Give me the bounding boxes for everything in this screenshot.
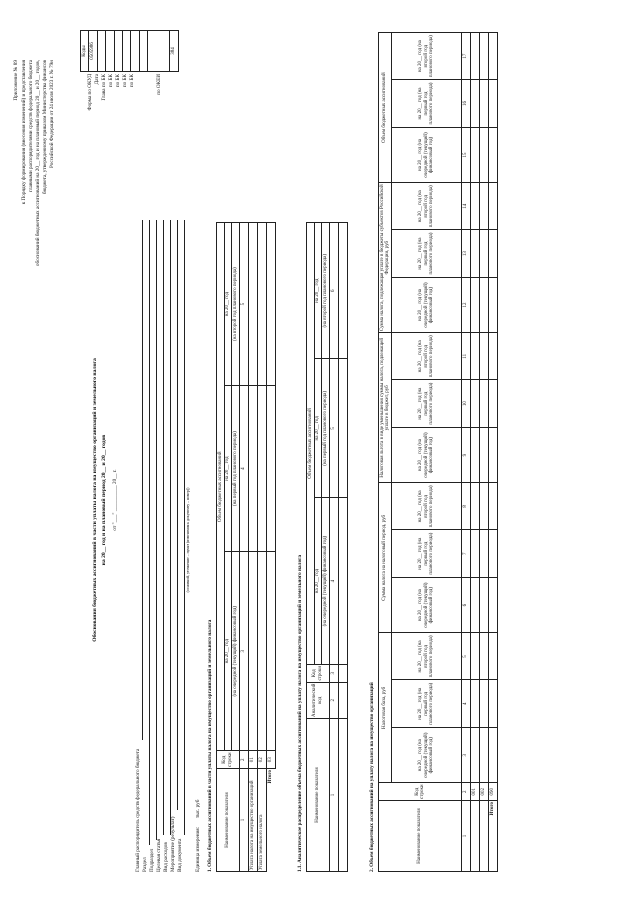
field-label-subsection: Подраздел bbox=[149, 848, 155, 872]
spacer-code-cell bbox=[148, 31, 170, 72]
s1-col-code: Код строки bbox=[217, 751, 240, 769]
field-line-section bbox=[149, 220, 150, 845]
s11-cell[interactable] bbox=[338, 664, 347, 682]
section-2-table bbox=[378, 32, 498, 872]
s2-cell[interactable] bbox=[471, 727, 480, 782]
s2-cell[interactable] bbox=[471, 80, 480, 127]
s2-num: 14 bbox=[462, 183, 471, 230]
s2-cell[interactable] bbox=[480, 127, 489, 182]
s1-num: 3 bbox=[239, 552, 248, 751]
s2-cell[interactable] bbox=[480, 530, 489, 577]
field-label-measure: Мероприятие (результат) bbox=[170, 816, 176, 872]
s2-num: 13 bbox=[462, 230, 471, 277]
field-label-section: Раздел bbox=[142, 857, 148, 872]
okei-label: по ОКЕИ bbox=[156, 74, 162, 95]
unit-value: тыс. руб bbox=[195, 799, 201, 818]
s1-total-code: 03 bbox=[266, 751, 275, 769]
appendix-line-2: к Порядку формирования (внесения изменений) и представления bbox=[21, 60, 27, 205]
s1-col-y1-sub: (на очередной (текущий) финансовый год) bbox=[232, 552, 240, 751]
s2-total-cell[interactable] bbox=[489, 577, 498, 632]
date-code-cell bbox=[97, 31, 105, 72]
s11-col-y3-sub: (на второй год планового периода) bbox=[322, 223, 330, 359]
field-label-manager: Главный распорядитель средств федерального бюджета bbox=[135, 748, 141, 872]
okei-code-cell: 384 bbox=[170, 31, 178, 72]
codes-table bbox=[80, 30, 179, 72]
s2-num: 15 bbox=[462, 127, 471, 182]
s1-cell[interactable] bbox=[257, 386, 266, 552]
s1-total-cell[interactable] bbox=[266, 223, 275, 386]
subsection-code-cell bbox=[122, 31, 130, 72]
s2-num: 11 bbox=[462, 333, 471, 380]
s1-cell[interactable] bbox=[248, 223, 257, 386]
s2-cell[interactable] bbox=[480, 427, 489, 482]
section-1-1-table bbox=[306, 222, 348, 872]
subsection-bk-label: по БК bbox=[114, 74, 121, 88]
chapter-label: Глава по БК bbox=[100, 74, 107, 101]
s2-cell[interactable] bbox=[471, 380, 480, 427]
s1-col-name: Наименование показателя bbox=[217, 769, 240, 872]
s2-cell[interactable] bbox=[471, 577, 480, 632]
s2-cell[interactable] bbox=[471, 633, 480, 680]
s2-cell[interactable] bbox=[480, 483, 489, 530]
s2-total-cell[interactable] bbox=[489, 33, 498, 80]
s1-num: 4 bbox=[239, 386, 248, 552]
s11-col-y1: на 20__ год bbox=[314, 498, 322, 665]
s2-sub-p1: на 20__ год (на первый год планового периода) bbox=[392, 530, 462, 577]
s2-row-code: 001 bbox=[471, 783, 480, 801]
doc-type-hint: (основной, уточнение – пункт (изменения к документу – номер)) bbox=[186, 487, 190, 593]
s2-cell[interactable] bbox=[480, 577, 489, 632]
s2-cell[interactable] bbox=[480, 277, 489, 332]
s2-col-code: Код строки bbox=[379, 783, 462, 801]
s1-cell[interactable] bbox=[248, 386, 257, 552]
s2-cell[interactable] bbox=[471, 230, 480, 277]
s2-sub-cur: на 20__ год (на очередной (текущий) финансовый год) bbox=[392, 577, 462, 632]
s11-cell[interactable] bbox=[338, 682, 347, 718]
s1-total-cell[interactable] bbox=[266, 552, 275, 751]
s11-cell[interactable] bbox=[338, 359, 347, 498]
s11-num: 2 bbox=[329, 682, 338, 718]
s1-col-y3: на 20__ год bbox=[224, 223, 232, 386]
codes-header: Коды bbox=[81, 31, 89, 72]
s1-total-label: Итого bbox=[266, 769, 275, 872]
s2-total-cell[interactable] bbox=[489, 633, 498, 680]
form-date-line: от "___" __________ 20__ г. bbox=[112, 469, 118, 531]
s2-num: 8 bbox=[462, 483, 471, 530]
s2-sub-cur: на 20__ год (на очередной (текущий) финансовый год) bbox=[392, 727, 462, 782]
s2-total-cell[interactable] bbox=[489, 427, 498, 482]
s2-total-cell[interactable] bbox=[489, 333, 498, 380]
s2-total-cell[interactable] bbox=[489, 727, 498, 782]
s11-col-volume: Объем бюджетных ассигнований bbox=[307, 223, 315, 665]
s1-col-volume: Объем бюджетных ассигнований bbox=[217, 223, 225, 751]
section-2-title: 2. Объем бюджетных ассигнований на уплату налога на имущество организаций bbox=[369, 682, 375, 872]
s11-col-y2-sub: (на первый год планового периода) bbox=[322, 359, 330, 498]
s2-sub-p2: на 20__ год (на второй год планового периода) bbox=[392, 633, 462, 680]
s2-num: 12 bbox=[462, 277, 471, 332]
s2-row-name bbox=[480, 801, 489, 872]
s2-sub-cur: на 20__ год (на очередной (текущий) финансовый год) bbox=[392, 277, 462, 332]
s2-num: 1 bbox=[462, 801, 471, 872]
s11-num: 1 bbox=[329, 719, 338, 872]
s1-row-name: Уплата земельного налога bbox=[257, 769, 266, 872]
s2-sub-p1: на 20__ год (на первый год планового периода) bbox=[392, 230, 462, 277]
appendix-line-4: обоснований бюджетных ассигнований на 20__ год и на плановый период 20__ и 20__ годов, bbox=[35, 60, 41, 267]
field-label-doc-type: Вид документа bbox=[177, 838, 183, 872]
s2-total-cell[interactable] bbox=[489, 277, 498, 332]
s2-total-label: Итого bbox=[489, 801, 498, 872]
unit-label: Единица измерения: bbox=[195, 826, 201, 872]
s1-row-code: 01 bbox=[248, 751, 257, 769]
s2-total-cell[interactable] bbox=[489, 380, 498, 427]
target-bk-label: по БК bbox=[121, 74, 128, 88]
s1-row-code: 02 bbox=[257, 751, 266, 769]
s2-cell[interactable] bbox=[480, 183, 489, 230]
field-line-manager bbox=[142, 220, 143, 740]
s11-col-y1-sub: (на очередной (текущий) финансовый год) bbox=[322, 498, 330, 665]
s1-num: 5 bbox=[239, 223, 248, 386]
okud-code-cell: 0505986 bbox=[89, 31, 97, 72]
s11-col-y2: на 20__ год bbox=[314, 359, 322, 498]
s11-num: 5 bbox=[329, 359, 338, 498]
s2-total-code: 090 bbox=[489, 783, 498, 801]
s11-col-name: Наименование показателя bbox=[307, 719, 330, 872]
s2-num: 7 bbox=[462, 530, 471, 577]
s2-sub-cur: на 20__ год (на очередной (текущий) финансовый год) bbox=[392, 127, 462, 182]
s11-num: 3 bbox=[329, 664, 338, 682]
s1-col-y3-sub: (на второй год планового периода) bbox=[232, 223, 240, 386]
s2-cell[interactable] bbox=[480, 80, 489, 127]
s1-cell[interactable] bbox=[257, 223, 266, 386]
s2-cell[interactable] bbox=[471, 333, 480, 380]
s2-col-advance: Сумма налога, подлежащая уплате в бюджеты субъектов Российской Федерации, руб bbox=[379, 184, 390, 332]
section-bk-label: по БК bbox=[107, 74, 114, 88]
s2-sub-p1: на 20__ год (на первый год планового периода) bbox=[392, 680, 462, 727]
s2-col-tax: Сумма налога на налоговый период, руб bbox=[379, 483, 392, 633]
s2-total-cell[interactable] bbox=[489, 230, 498, 277]
s2-cell[interactable] bbox=[471, 277, 480, 332]
s2-sub-p2: на 20__ год (на второй год планового периода) bbox=[392, 183, 462, 230]
s1-col-y1: на 20__ год bbox=[224, 552, 232, 751]
s2-row-name bbox=[471, 801, 480, 872]
s2-cell[interactable] bbox=[471, 483, 480, 530]
section-1-1-title: 1.1. Аналитическое распределение объема бюджетных ассигнований на уплату налога на имущество организаций и земельного налога bbox=[297, 554, 303, 872]
field-label-target: Целевая статья bbox=[156, 838, 162, 872]
field-line-measure bbox=[177, 220, 178, 810]
s2-num: 3 bbox=[462, 727, 471, 782]
s2-col-benefit: Налоговая льгота в виде уменьшения суммы налога, подлежащей уплате в бюджет, руб bbox=[379, 333, 392, 483]
s1-num: 1 bbox=[239, 769, 248, 872]
appendix-line-5: бюджета, утвержденному приказом Министерства финансов bbox=[42, 60, 48, 195]
s1-col-y2: на 20__ год bbox=[224, 386, 232, 552]
okud-label: Форма по ОКУД bbox=[86, 74, 93, 111]
s1-cell[interactable] bbox=[248, 552, 257, 751]
s2-cell[interactable] bbox=[480, 230, 489, 277]
form-subtitle: на 20__ год и на плановый период 20__ и 20__ годов bbox=[101, 434, 107, 566]
form-title: Обоснования бюджетных ассигнований в части уплаты налога на имущество организаций и земельного налога bbox=[92, 358, 98, 642]
field-line-doc-type bbox=[184, 220, 185, 835]
s2-num: 16 bbox=[462, 80, 471, 127]
field-label-expense-type: Вид расходов bbox=[163, 842, 169, 872]
field-line-expense-type bbox=[170, 220, 171, 835]
s2-sub-cur: на 20__ год (на очередной (текущий) финансовый год) bbox=[392, 427, 462, 482]
s2-cell[interactable] bbox=[471, 530, 480, 577]
expense-code-cell bbox=[139, 31, 147, 72]
s2-row-code: 002 bbox=[480, 783, 489, 801]
s2-sub-p2: на 20__ год (на второй год планового периода) bbox=[392, 483, 462, 530]
s11-col-analytic: Аналитический код bbox=[307, 682, 330, 718]
section-1-title: 1. Объем бюджетных ассигнований в части уплаты налога на имущество организаций и земельного налога bbox=[207, 619, 213, 872]
s2-total-cell[interactable] bbox=[489, 183, 498, 230]
date-label: Дата bbox=[93, 74, 100, 85]
s2-num: 4 bbox=[462, 680, 471, 727]
s11-num: 6 bbox=[329, 223, 338, 359]
s2-num: 10 bbox=[462, 380, 471, 427]
s2-cell[interactable] bbox=[480, 680, 489, 727]
s2-cell[interactable] bbox=[480, 333, 489, 380]
section-1-table bbox=[216, 222, 276, 872]
s1-col-y2-sub: (на первый год планового периода) bbox=[232, 386, 240, 552]
s1-total-cell[interactable] bbox=[266, 386, 275, 552]
s2-num: 6 bbox=[462, 577, 471, 632]
s2-num: 5 bbox=[462, 633, 471, 680]
target-code-cell bbox=[131, 31, 139, 72]
section-code-cell bbox=[114, 31, 122, 72]
s2-col-volume: Объем бюджетных ассигнований bbox=[379, 33, 392, 183]
s11-col-y3: на 20__ год bbox=[314, 223, 322, 359]
s11-cell[interactable] bbox=[338, 498, 347, 665]
s2-cell[interactable] bbox=[480, 380, 489, 427]
s2-cell[interactable] bbox=[471, 427, 480, 482]
s2-total-cell[interactable] bbox=[489, 680, 498, 727]
s1-num: 2 bbox=[239, 751, 248, 769]
expense-bk-label: по БК bbox=[128, 74, 135, 88]
s2-cell[interactable] bbox=[471, 680, 480, 727]
s1-row-name: Уплата налога на имущество организаций bbox=[248, 769, 257, 872]
s2-sub-p2: на 20__ год (на второй год планового периода) bbox=[392, 333, 462, 380]
s2-cell[interactable] bbox=[480, 727, 489, 782]
s2-cell[interactable] bbox=[471, 127, 480, 182]
s2-total-cell[interactable] bbox=[489, 483, 498, 530]
s2-cell[interactable] bbox=[480, 33, 489, 80]
s2-num: 17 bbox=[462, 33, 471, 80]
s2-col-name: Наименование показателя bbox=[379, 801, 462, 872]
appendix-line-3: главными распорядителями средств федерального бюджета bbox=[28, 60, 34, 192]
s2-cell[interactable] bbox=[480, 633, 489, 680]
s2-total-cell[interactable] bbox=[489, 127, 498, 182]
s2-cell[interactable] bbox=[471, 183, 480, 230]
s2-cell[interactable] bbox=[471, 33, 480, 80]
s2-total-cell[interactable] bbox=[489, 530, 498, 577]
s2-num: 9 bbox=[462, 427, 471, 482]
s2-col-base: Налоговая база, руб bbox=[379, 633, 392, 783]
s2-sub-p2: на 20__ год (на второй год планового периода) bbox=[392, 33, 462, 80]
s2-total-cell[interactable] bbox=[489, 80, 498, 127]
s11-cell[interactable] bbox=[338, 719, 347, 872]
appendix-line-6: Российской Федерации от 24 июля 2023 г. № 79н bbox=[49, 60, 55, 169]
s2-sub-p1: на 20__ год (на первый год планового периода) bbox=[392, 80, 462, 127]
s11-col-code: Код строки bbox=[307, 664, 330, 682]
appendix-line-1: Приложение № 89 bbox=[13, 60, 19, 101]
chapter-code-cell bbox=[106, 31, 114, 72]
s1-cell[interactable] bbox=[257, 552, 266, 751]
s11-cell[interactable] bbox=[338, 223, 347, 359]
s2-num: 2 bbox=[462, 783, 471, 801]
s2-sub-p1: на 20__ год (на первый год планового периода) bbox=[392, 380, 462, 427]
s11-num: 4 bbox=[329, 498, 338, 665]
field-line-target bbox=[163, 220, 164, 835]
field-line-subsection bbox=[156, 220, 157, 840]
